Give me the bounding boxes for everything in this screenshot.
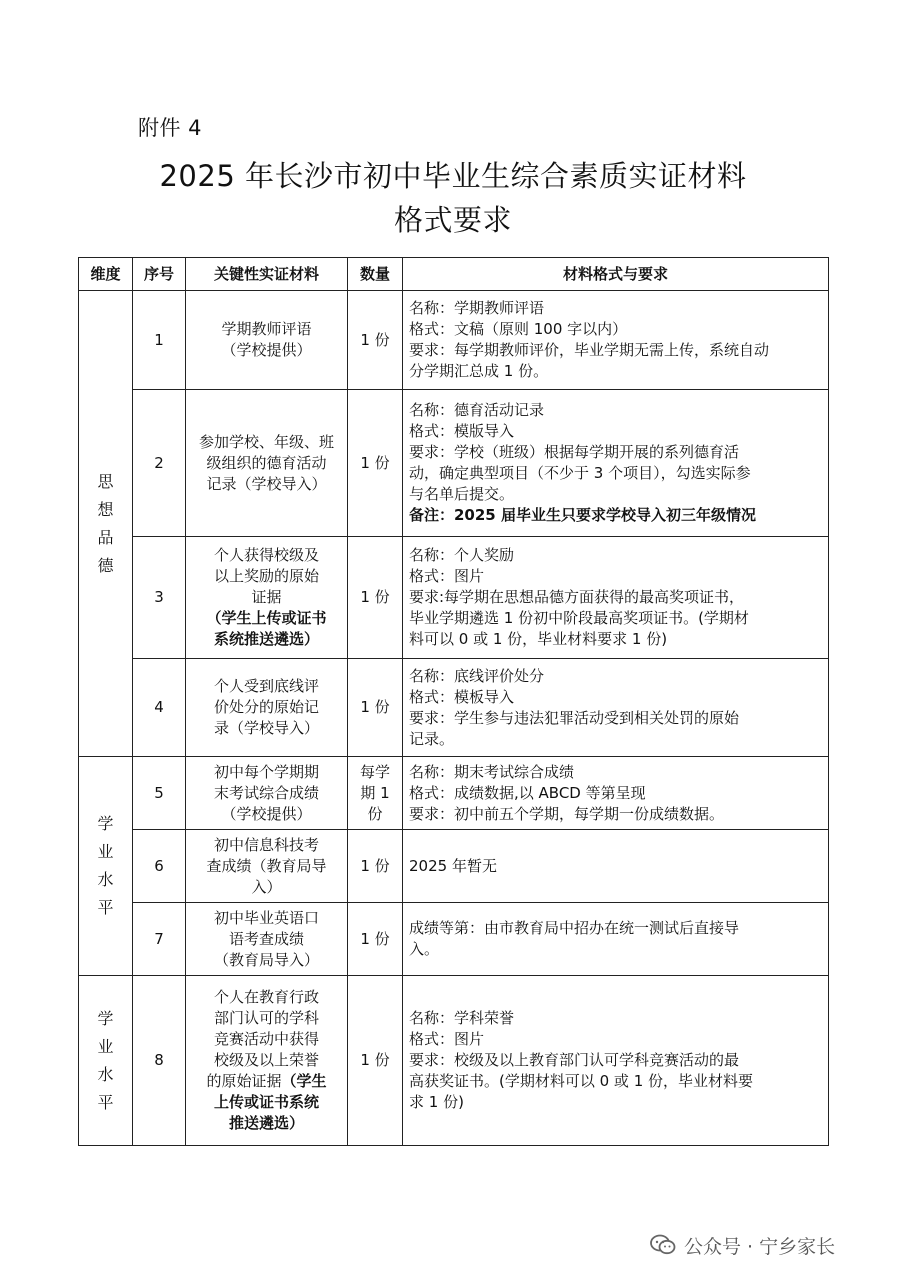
row-requirements: 名称：底线评价处分 格式：模板导入 要求：学生参与违法犯罪活动受到相关处罚的原始 记录。 [403, 659, 829, 757]
row-seq: 3 [133, 537, 186, 659]
row-material: 个人获得校级及 以上奖励的原始 证据 （学生上传或证书 系统推送遴选） [186, 537, 348, 659]
watermark [650, 1230, 835, 1260]
row-requirements: 名称：学期教师评语 格式：文稿（原则 100 字以内） 要求：每学期教师评价，毕业学期无需上传，系统自动 分学期汇总成 1 份。 [403, 291, 829, 390]
row-requirements: 名称：德育活动记录 格式：模版导入 要求：学校（班级）根据每学期开展的系列德育活 动，确定典型项目（不少于 3 个项目），勾选实际参 与名单后提交。 备注：2025 届毕业生只要求学校导入初三年级情况 [403, 390, 829, 537]
row-qty: 1 份 [348, 830, 403, 903]
table-row [79, 976, 829, 1146]
table-row [79, 291, 829, 390]
row-qty: 1 份 [348, 537, 403, 659]
row-note: 备注：2025 届毕业生只要求学校导入初三年级情况 [409, 506, 756, 524]
row-qty: 1 份 [348, 659, 403, 757]
dimension-academic: 学 业 水 平 [79, 757, 133, 976]
row-requirements: 2025 年暂无 [403, 830, 829, 903]
table-row [79, 537, 829, 659]
row-material: 学期教师评语 （学校提供） [186, 291, 348, 390]
row-qty: 1 份 [348, 903, 403, 976]
row-material: 个人受到底线评 价处分的原始记 录（学校导入） [186, 659, 348, 757]
table-row [79, 659, 829, 757]
row-material: 参加学校、年级、班 级组织的德育活动 记录（学校导入） [186, 390, 348, 537]
row-seq: 6 [133, 830, 186, 903]
row-seq: 5 [133, 757, 186, 830]
row-requirements: 名称：个人奖励 格式：图片 要求:每学期在思想品德方面获得的最高奖项证书， 毕业学期遴选 1 份初中阶段最高奖项证书。(学期材 料可以 0 或 1 份，毕业材料要求 1 份) [403, 537, 829, 659]
header-qty: 数量 [348, 258, 403, 291]
table-row [79, 830, 829, 903]
row-qty: 1 份 [348, 390, 403, 537]
table-row [79, 757, 829, 830]
table-row [79, 390, 829, 537]
requirements-table [78, 257, 829, 1146]
row-seq: 1 [133, 291, 186, 390]
document-subtitle: 格式要求 [393, 203, 512, 237]
row-seq: 2 [133, 390, 186, 537]
row-qty: 1 份 [348, 976, 403, 1146]
attachment-label: 附件 4 [138, 116, 203, 140]
table-row [79, 903, 829, 976]
dimension-moral: 思 想 品 德 [79, 291, 133, 757]
row-seq: 7 [133, 903, 186, 976]
row-material: 个人在教育行政 部门认可的学科 竞赛活动中获得 校级及以上荣誉 的原始证据（学生 上传或证书系统 推送遴选） [186, 976, 348, 1146]
watermark-text: 公众号 · 宁乡家长 [684, 1235, 836, 1258]
row-seq: 8 [133, 976, 186, 1146]
row-material: 初中毕业英语口 语考查成绩 （教育局导入） [186, 903, 348, 976]
dimension-academic-2: 学 业 水 平 [79, 976, 133, 1146]
row-material: 初中每个学期期 末考试综合成绩 （学校提供） [186, 757, 348, 830]
header-requirements: 材料格式与要求 [403, 258, 829, 291]
header-material: 关键性实证材料 [186, 258, 348, 291]
header-dimension: 维度 [79, 258, 133, 291]
table-header-row [79, 258, 829, 291]
row-qty: 1 份 [348, 291, 403, 390]
header-seq: 序号 [133, 258, 186, 291]
row-seq: 4 [133, 659, 186, 757]
row-material: 初中信息科技考 查成绩（教育局导 入） [186, 830, 348, 903]
row-requirements: 名称：期末考试综合成绩 格式：成绩数据,以 ABCD 等第呈现 要求：初中前五个学期，每学期一份成绩数据。 [403, 757, 829, 830]
row-qty: 每学 期 1 份 [348, 757, 403, 830]
document-title: 2025 年长沙市初中毕业生综合素质实证材料 [159, 159, 747, 193]
wechat-icon [650, 1234, 676, 1256]
row-requirements: 成绩等第：由市教育局中招办在统一测试后直接导 入。 [403, 903, 829, 976]
row-requirements: 名称：学科荣誉 格式：图片 要求：校级及以上教育部门认可学科竞赛活动的最 高获奖证书。(学期材料可以 0 或 1 份，毕业材料要 求 1 份) [403, 976, 829, 1146]
